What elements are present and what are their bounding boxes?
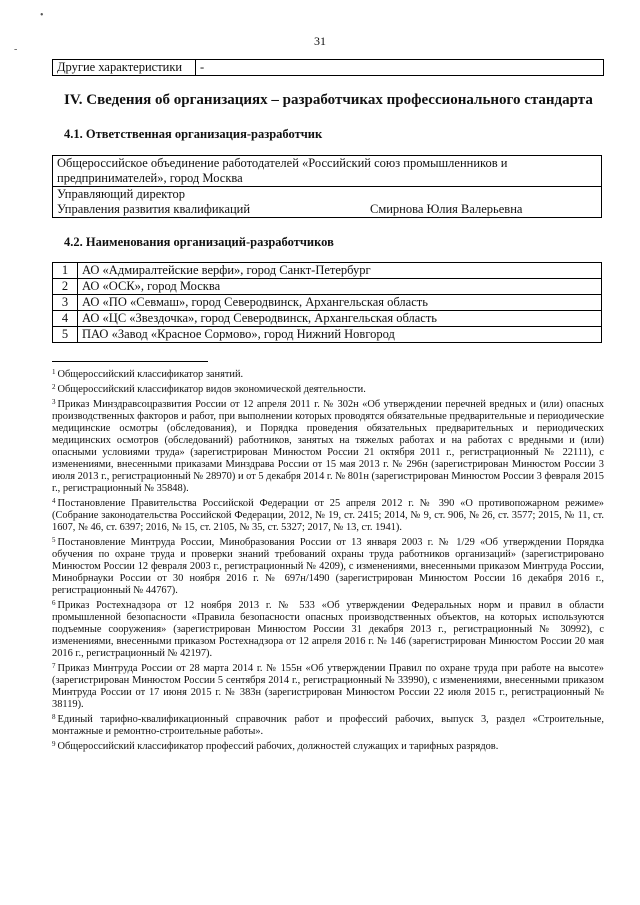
footnote-number: 7 xyxy=(52,662,56,670)
table-row xyxy=(53,279,602,295)
developers-heading: 4.2. Наименования организаций-разработчиков xyxy=(64,235,334,249)
org-name-line2: предпринимателей», город Москва xyxy=(57,171,243,185)
signature-row xyxy=(53,202,601,217)
table-row xyxy=(53,327,602,343)
developers-table xyxy=(52,262,602,343)
developer-name: АО «ЦС «Звездочка», город Северодвинск, Архангельская область xyxy=(78,311,602,327)
developer-name: АО «ОСК», город Москва xyxy=(78,279,602,295)
footnote xyxy=(52,597,604,660)
scan-mark: • xyxy=(40,10,44,21)
other-characteristics-value: - xyxy=(196,60,604,76)
footnote xyxy=(52,534,604,597)
footnote-text: Общероссийский классификатор профессий рабочих, должностей служащих и тарифных разрядов. xyxy=(57,741,499,752)
footnote-number: 5 xyxy=(52,536,56,544)
footnote xyxy=(52,660,604,711)
position-line2: Управления развития квалификаций xyxy=(57,202,251,216)
footnotes xyxy=(52,366,604,753)
footnote xyxy=(52,381,604,396)
footnote-number: 2 xyxy=(52,383,56,391)
developer-name: АО «Адмиралтейские верфи», город Санкт-Петербург xyxy=(78,263,602,279)
other-characteristics-label: Другие характеристики xyxy=(53,60,196,76)
responsible-person: Смирнова Юлия Валерьевна xyxy=(370,202,523,216)
row-number: 2 xyxy=(53,279,78,295)
org-name-line1: Общероссийское объединение работодателей «Российский союз промышленников и xyxy=(57,156,508,170)
footnote-text: Единый тарифно-квалификационный справочник работ и профессий рабочих, выпуск 3, раздел «Строительные, монтажные и ремонтно-строительные работы». xyxy=(52,714,604,737)
section-title: IV. Сведения об организациях – разработчиках профессионального стандарта xyxy=(64,92,593,108)
position-line1: Управляющий директор xyxy=(57,187,185,201)
footnote-number: 8 xyxy=(52,713,56,721)
footnote-text: Приказ Минздравсоцразвития России от 12 апреля 2011 г. № 302н «Об утверждении перечней вредных и (или) опасных производственных факторов и работ, при выполнении которых проводятся обязательные предварительные и периодические медицинские осмотры (обследования), и Порядка проведения обязательных предварительных и периодических медицинских осмотров (обследований) работников, занятых на тяжелых работах и на работах с вредными и (или) опасными условиями труда» (зарегистрирован Минюстом России 21 октября 2011 г., регистрационный № 22111), с изменениями, внесенными приказами Минздрава России от 15 мая 2013 г. № 296н (зарегистрирован Минюстом России 3 июля 2013 г., регистрационный № 28970) и от 5 декабря 2014 г. № 801н (зарегистрирован Минюстом России 3 февраля 2015 г., регистрационный № 35848). xyxy=(52,399,604,494)
table-row xyxy=(53,311,602,327)
footnote-number: 6 xyxy=(52,599,56,607)
footnote xyxy=(52,711,604,738)
row-number: 5 xyxy=(53,327,78,343)
footnote-number: 4 xyxy=(52,497,56,505)
developer-name: ПАО «Завод «Красное Сормово», город Нижний Новгород xyxy=(78,327,602,343)
footnote-text: Общероссийский классификатор занятий. xyxy=(57,369,244,380)
responsible-heading: 4.1. Ответственная организация-разработчик xyxy=(64,127,323,141)
footnote-text: Приказ Минтруда России от 28 марта 2014 г. № 155н «Об утверждении Правил по охране труда при работе на высоте» (зарегистрирован Минюстом России 5 сентября 2014 г., регистрационный № 33990), с изменениями, внесенными приказом Минтруда России от 17 июня 2015 г. № 383н (зарегистрирован Минюстом России 22 июля 2015 г., регистрационный № 38119). xyxy=(52,663,604,710)
footnote xyxy=(52,396,604,495)
footnote-separator xyxy=(52,361,208,362)
row-number: 4 xyxy=(53,311,78,327)
footnote-text: Постановление Минтруда России, Минобразования России от 13 января 2003 г. № 1/29 «Об утверждении Порядка обучения по охране труда и проверки знаний требований охраны труда работников организаций» (зарегистрировано Минюстом России 12 февраля 2003 г., регистрационный № 4209), с изменениями, внесенными приказом Минтруда России, Минобрнауки России от 30 ноября 2016 г. № 697н/1490 (зарегистрирован Минюстом России 16 декабря 2016 г., регистрационный № 44767). xyxy=(52,537,604,596)
footnote xyxy=(52,366,604,381)
footnote xyxy=(52,738,604,753)
table-row xyxy=(53,263,602,279)
developer-name: АО «ПО «Севмаш», город Северодвинск, Архангельская область xyxy=(78,295,602,311)
row-number: 3 xyxy=(53,295,78,311)
footnote-text: Общероссийский классификатор видов экономической деятельности. xyxy=(57,384,366,395)
footnote-number: 1 xyxy=(52,368,56,376)
footnote xyxy=(52,495,604,534)
page-number: 31 xyxy=(314,34,326,48)
footnote-text: Постановление Правительства Российской Федерации от 25 апреля 2012 г. № 390 «О противопожарном режиме» (Собрание законодательства Российской Федерации, 2012, № 19, ст. 2415; 2014, № 9, ст. 906, № 26, ст. 3577; 2015, № 11, ст. 1607, № 46, ст. 6397; 2016, № 15, ст. 2105, № 35, ст. 5327; 2017, № 13, ст. 1941). xyxy=(52,498,604,533)
other-characteristics-table xyxy=(52,59,604,76)
footnote-text: Приказ Ростехнадзора от 12 ноября 2013 г. № 533 «Об утверждении Федеральных норм и правил в области промышленной безопасности «Правила безопасности опасных производственных объектов, на которых используются подъемные сооружения» (зарегистрирован Минюстом России 31 декабря 2013 г., регистрационный № 30992), с изменениями, внесенными приказом Ростехнадзора от 12 апреля 2016 г. № 146 (зарегистрирован Минюстом России 20 мая 2016 г., регистрационный № 42197). xyxy=(52,600,604,659)
footnote-number: 9 xyxy=(52,740,56,748)
responsible-organization-box xyxy=(52,155,602,218)
scan-mark: - xyxy=(14,44,18,55)
footnote-number: 3 xyxy=(52,398,56,406)
table-row xyxy=(53,295,602,311)
row-number: 1 xyxy=(53,263,78,279)
